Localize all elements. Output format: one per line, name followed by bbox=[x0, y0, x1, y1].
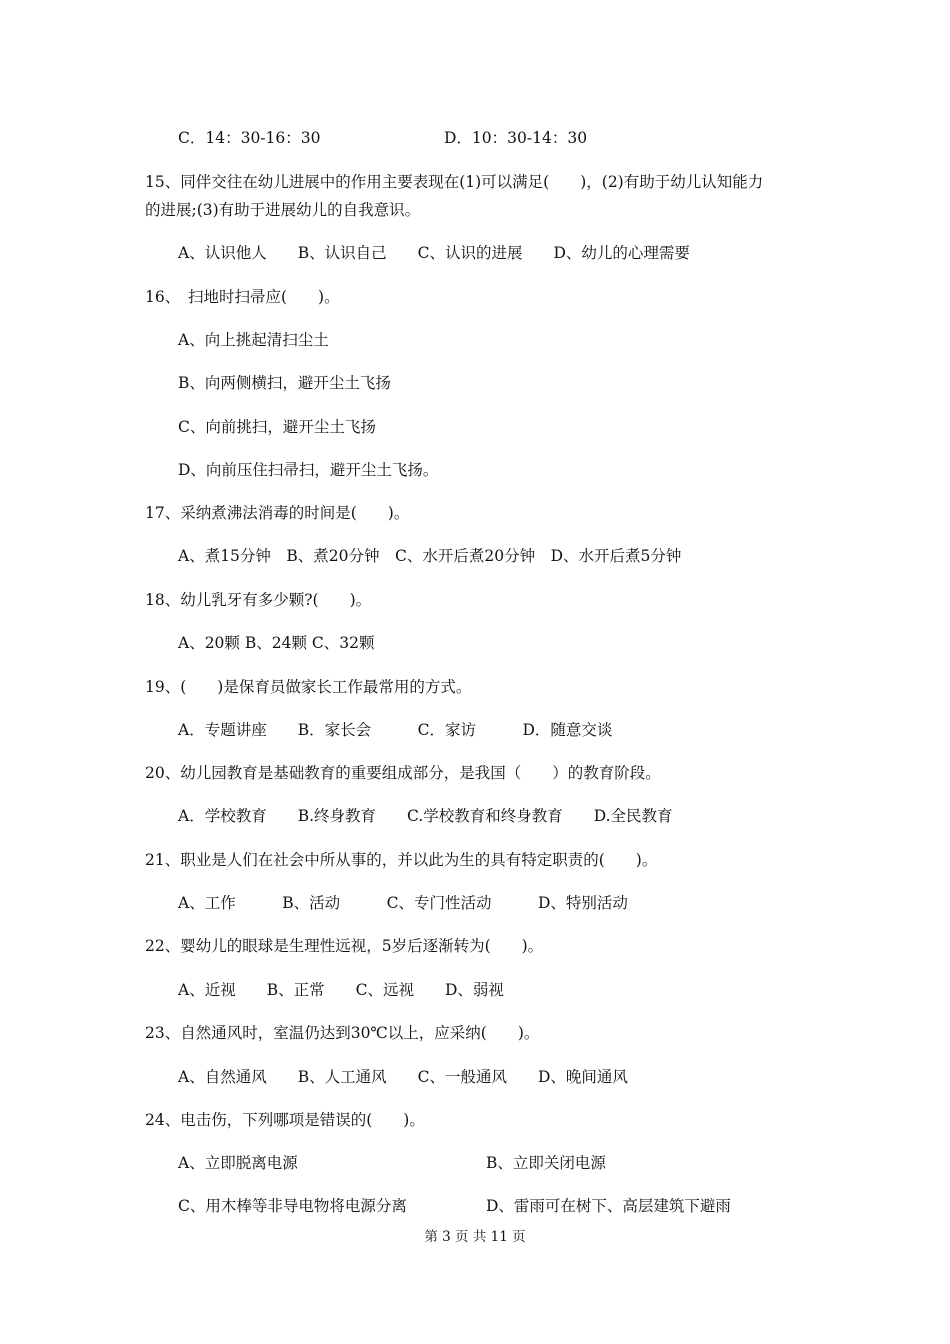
question-21: 21、职业是人们在社会中所从事的，并以此为生的具有特定职责的( )。 bbox=[145, 851, 658, 869]
q16-option-d: D、向前压住扫帚扫，避开尘土飞扬。 bbox=[178, 461, 439, 479]
q24-option-d: D、雷雨可在树下、高层建筑下避雨 bbox=[486, 1197, 731, 1215]
question-15-line2: 的进展;(3)有助于进展幼儿的自我意识。 bbox=[145, 201, 421, 219]
q24-option-c: C、用木棒等非导电物将电源分离 bbox=[178, 1197, 407, 1215]
question-17: 17、采纳煮沸法消毒的时间是( )。 bbox=[145, 504, 410, 522]
q16-option-a: A、向上挑起清扫尘土 bbox=[178, 331, 329, 349]
question-17-options: A、煮15分钟 B、煮20分钟 C、水开后煮20分钟 D、水开后煮5分钟 bbox=[178, 547, 682, 565]
question-22: 22、婴幼儿的眼球是生理性远视，5岁后逐渐转为( )。 bbox=[145, 937, 544, 955]
question-24: 24、电击伤，下列哪项是错误的( )。 bbox=[145, 1111, 425, 1129]
question-15-line1: 15、同伴交往在幼儿进展中的作用主要表现在(1)可以满足( )，(2)有助于幼儿认知能力 bbox=[145, 173, 764, 191]
q24-option-a: A、立即脱离电源 bbox=[178, 1154, 298, 1172]
question-23-options: A、自然通风 B、人工通风 C、一般通风 D、晚间通风 bbox=[178, 1068, 628, 1086]
q16-option-b: B、向两侧横扫，避开尘土飞扬 bbox=[178, 374, 391, 392]
question-20-options: A．学校教育 B.终身教育 C.学校教育和终身教育 D.全民教育 bbox=[178, 807, 673, 825]
question-15-options: A、认识他人 B、认识自己 C、认识的进展 D、幼儿的心理需要 bbox=[178, 244, 690, 262]
question-20: 20、幼儿园教育是基础教育的重要组成部分，是我国（ ）的教育阶段。 bbox=[145, 764, 661, 782]
question-19: 19、( )是保育员做家长工作最常用的方式。 bbox=[145, 678, 472, 696]
q14-option-d: D．10：30-14：30 bbox=[444, 129, 588, 147]
page-footer: 第 3 页 共 11 页 bbox=[424, 1229, 526, 1245]
q24-option-b: B、立即关闭电源 bbox=[486, 1154, 606, 1172]
question-23: 23、自然通风时，室温仍达到30℃以上，应采纳( )。 bbox=[145, 1024, 540, 1042]
question-16: 16、 扫地时扫帚应( )。 bbox=[145, 288, 340, 306]
question-18-options: A、20颗 B、24颗 C、32颗 bbox=[178, 634, 375, 652]
q16-option-c: C、向前挑扫，避开尘土飞扬 bbox=[178, 418, 376, 436]
question-18: 18、幼儿乳牙有多少颗?( )。 bbox=[145, 591, 372, 609]
question-22-options: A、近视 B、正常 C、远视 D、弱视 bbox=[178, 981, 504, 999]
question-19-options: A．专题讲座 B．家长会 C．家访 D．随意交谈 bbox=[178, 721, 613, 739]
question-21-options: A、工作 B、活动 C、专门性活动 D、特别活动 bbox=[178, 894, 628, 912]
q14-option-c: C．14：30-16：30 bbox=[178, 129, 321, 147]
